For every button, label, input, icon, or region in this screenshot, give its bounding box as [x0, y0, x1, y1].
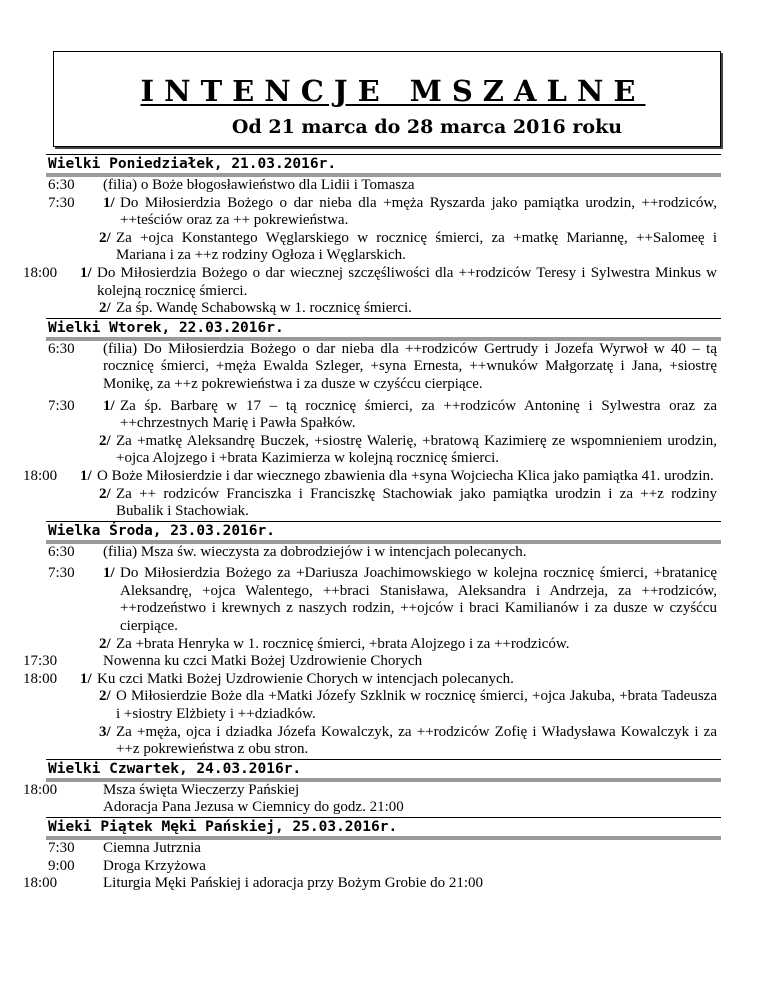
- mass-time: 7:30: [48, 565, 75, 582]
- mass-time: 18:00: [23, 875, 58, 892]
- mass-time: 9:00: [48, 857, 75, 874]
- intention-text: (filia) o Boże błogosławieństwo dla Lidii i Tomasza: [103, 177, 415, 193]
- intention-text: Nowenna ku czci Matki Bożej Uzdrowienie Chorych: [103, 653, 423, 670]
- intention-entry: [46, 840, 721, 858]
- intention-entry: [23, 264, 721, 300]
- intention-number: 2/: [99, 485, 111, 502]
- intention-number: 1/: [80, 670, 92, 687]
- intention-number: 1/: [103, 397, 115, 414]
- intention-text: Ku czci Matki Bożej Uzdrowienie Chorych w intencjach polecanych.: [97, 670, 514, 687]
- intention-text: Do Miłosierdzia Bożego za +Dariusza Joachimowskiego w kolejna rocznicę śmierci, +bratanicę Aleksandrę, +ojca Walentego, ++braci Stanisława, Aleksandra i Andrzeja, za ++rodziców, ++rodzeństwo i krewnych z naszych rodzin, ++ojców i braci Kamilianów i za dusze w czyśćcu cierpiące.: [120, 565, 717, 635]
- intention-text: Do Miłosierdzia Bożego o dar nieba dla +męża Ryszarda jako pamiątka urodzin, ++rodziców, ++teściów oraz za ++ pokrewieństwa.: [120, 194, 717, 229]
- mass-time: 17:30: [23, 653, 58, 670]
- intention-text: Droga Krzyżowa: [103, 857, 206, 874]
- intention-text: O Boże Miłosierdzie i dar wiecznego zbawienia dla +syna Wojciecha Klica jako pamiątka 41. urodzin.: [97, 467, 714, 484]
- intention-text: Za ++ rodziców Franciszka i Franciszkę Stachowiak jako pamiątka urodzin i za ++z rodziny Bubalik i Stachowiak.: [116, 485, 717, 520]
- intention-entry: [46, 433, 721, 468]
- day-header: Wielki Wtorek, 22.03.2016r.: [46, 318, 721, 341]
- intention-entry: [46, 858, 721, 876]
- intention-number: 1/: [103, 194, 115, 211]
- day-header: Wielka Środa, 23.03.2016r.: [46, 521, 721, 544]
- mass-time: 18:00: [23, 670, 58, 687]
- intention-entry: [23, 875, 721, 893]
- intention-entry: [46, 799, 721, 817]
- mass-time: 7:30: [48, 194, 75, 211]
- intention-number: 1/: [80, 264, 92, 281]
- intention-text: Liturgia Męki Pańskiej i adoracja przy Bożym Grobie do 21:00: [103, 875, 484, 892]
- mass-time: 7:30: [48, 397, 75, 414]
- intention-entry: [46, 486, 721, 521]
- mass-time: 6:30: [48, 340, 75, 357]
- intention-number: 2/: [99, 688, 111, 705]
- intention-text: Za +brata Henryka w 1. rocznicę śmierci, +brata Alojzego i za ++rodziców.: [116, 635, 570, 652]
- intention-entry: [46, 565, 721, 635]
- mass-time: 18:00: [23, 467, 58, 484]
- intention-entry: [46, 195, 721, 230]
- intention-entry: [46, 636, 721, 654]
- mass-time: 18:00: [23, 264, 58, 281]
- mass-time: 18:00: [23, 781, 58, 798]
- intention-number: 2/: [99, 432, 111, 449]
- page-subtitle: Od 21 marca do 28 marca 2016 roku: [231, 116, 623, 138]
- intention-text: Za śp. Wandę Schabowską w 1. rocznicę śmierci.: [116, 300, 412, 317]
- intention-text: Do Miłosierdzia Bożego o dar wiecznej szczęśliwości dla ++rodziców Teresy i Sylwestra Minkus w kolejną rocznicę śmierci.: [97, 264, 717, 299]
- day-header: Wielki Poniedziałek, 21.03.2016r.: [46, 154, 721, 177]
- intention-number: 2/: [99, 229, 111, 246]
- intention-number: 2/: [99, 635, 111, 652]
- intention-entry: [46, 398, 721, 433]
- intention-entry: [23, 653, 721, 671]
- intention-text: Za +ojca Konstantego Węglarskiego w rocznicę śmierci, za +matkę Mariannę, ++Salomeę i Mariana i za ++z rodziny Ogłoza i Węglarskich.: [116, 229, 717, 264]
- mass-time: 6:30: [48, 177, 75, 193]
- intention-entry: [23, 467, 721, 486]
- intention-text: Msza święta Wieczerzy Pańskiej: [103, 781, 300, 798]
- intention-text: (filia) Do Miłosierdzia Bożego o dar nieba dla ++rodziców Gertrudy i Jozefa Wyrwoł w 40 – tą rocznicę śmierci, +męża Ewalda Szleger, +syna Ernesta, ++wnuków Małgorzatę i Jana, +siostrę Monikę, za ++z pokrewieństwa i za dusze w czyśćcu cierpiące.: [103, 340, 717, 392]
- intention-number: 1/: [80, 467, 92, 484]
- intention-text: Za +męża, ojca i dziadka Józefa Kowalczyk, za ++rodziców Zofię i Władysława Kowalczyk i za ++z pokrewieństwa z obu stron.: [116, 723, 717, 758]
- intention-entry: [46, 230, 721, 265]
- intention-entry: [23, 670, 721, 689]
- header-box: [53, 51, 721, 147]
- mass-time: 6:30: [48, 543, 75, 560]
- page-title: INTENCJE MSZALNE: [140, 74, 646, 108]
- intention-entry: [46, 300, 721, 318]
- intention-entry: [46, 724, 721, 759]
- intention-entry: [46, 544, 721, 562]
- intention-text: (filia) Msza św. wieczysta za dobrodziejów i w intencjach polecanych.: [103, 543, 527, 560]
- day-header: Wielki Czwartek, 24.03.2016r.: [46, 759, 721, 782]
- intention-number: 2/: [99, 300, 111, 317]
- intention-entry: [46, 341, 721, 394]
- intention-text: Za śp. Barbarę w 17 – tą rocznicę śmierci, za ++rodziców Antoninę i Sylwestra oraz za ++chrzestnych Marię i Pawła Spałków.: [120, 397, 717, 432]
- intention-text: Adoracja Pana Jezusa w Ciemnicy do godz. 21:00: [103, 799, 404, 816]
- day-header: Wieki Piątek Męki Pańskiej, 25.03.2016r.: [46, 817, 721, 840]
- mass-time: 7:30: [48, 840, 75, 856]
- intention-entry: [23, 781, 721, 800]
- intention-text: Za +matkę Aleksandrę Buczek, +siostrę Walerię, +bratową Kazimierę ze wspomnieniem urodzin, +ojca Alojzego i +brata Kazimierza w kolejną rocznicę śmierci.: [116, 432, 717, 467]
- intention-number: 1/: [103, 565, 115, 582]
- intention-entry: [46, 688, 721, 723]
- intention-number: 3/: [99, 723, 111, 740]
- intention-text: Ciemna Jutrznia: [103, 840, 201, 856]
- intentions-list: [23, 154, 721, 893]
- intention-text: O Miłosierdzie Boże dla +Matki Józefy Szklnik w rocznicę śmierci, +ojca Jakuba, +brata Tadeusza i +siostry Elżbiety i ++dziadków.: [116, 688, 717, 723]
- intention-entry: [46, 177, 721, 195]
